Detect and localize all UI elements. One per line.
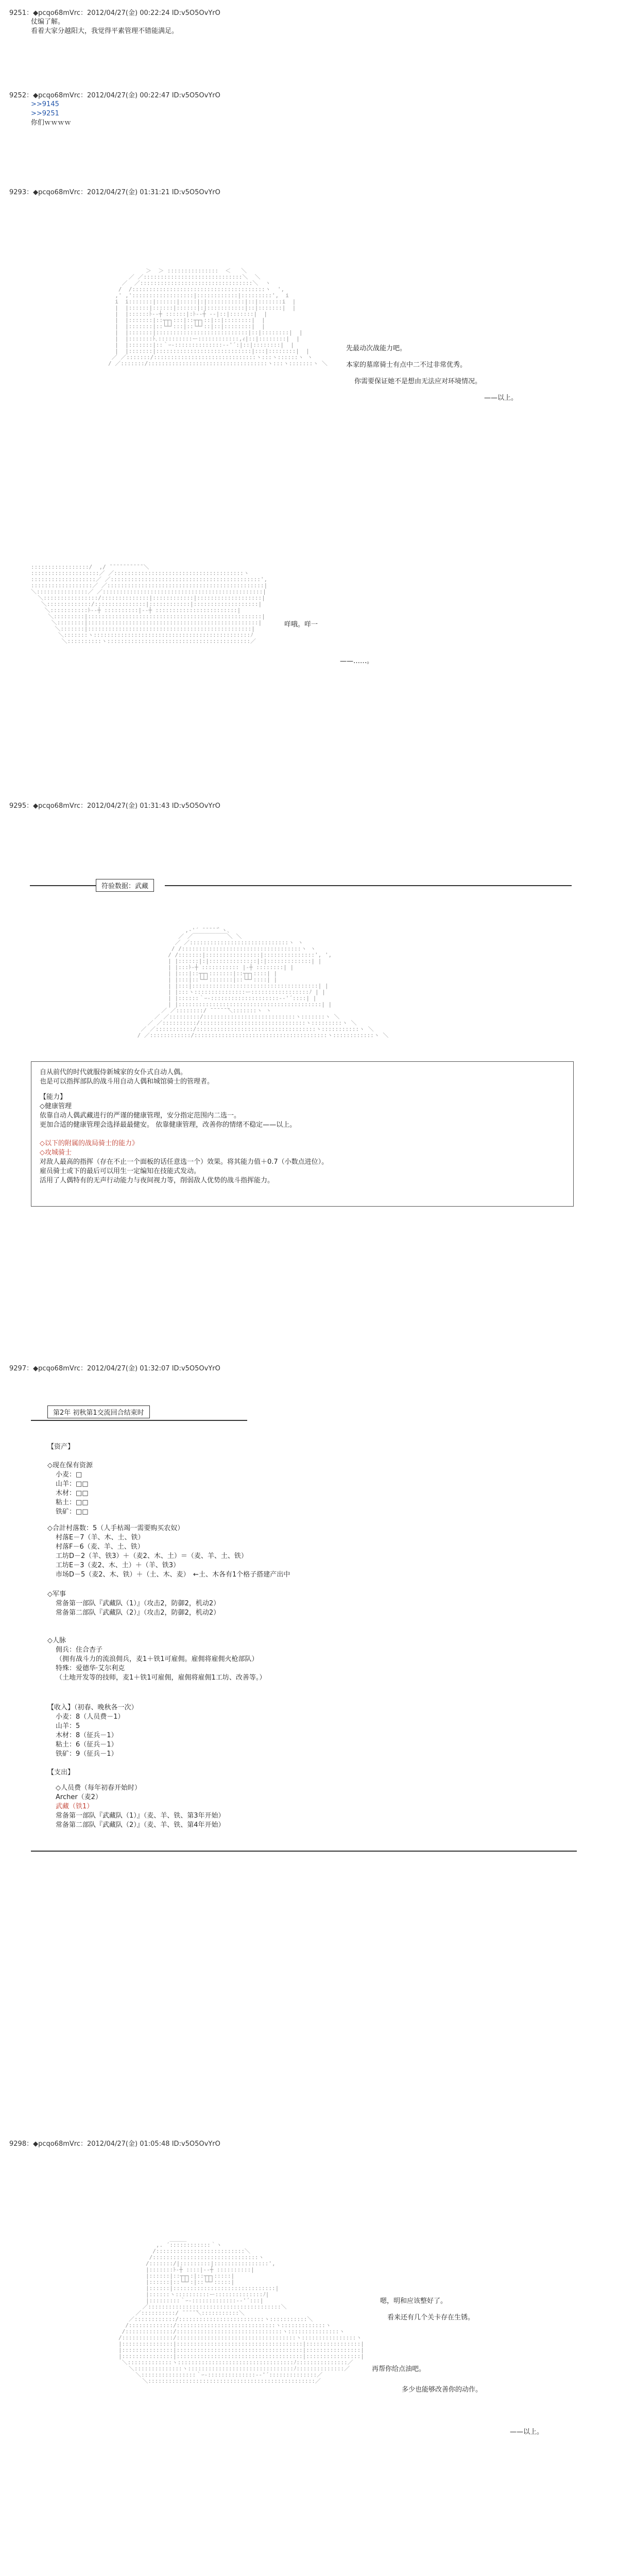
section-line: 铁矿：9（征兵－1）: [56, 1750, 118, 1758]
section-line: 粘土：□□: [56, 1499, 89, 1506]
post-header: 9297：◆pcqo68mVrc：2012/04/27(金) 01:32:07 ID:v5O5OvYrO: [9, 1365, 220, 1372]
dialog-line: ——……。: [340, 657, 374, 665]
ability-line: 依靠自动人偶武藏进行的严谨的健康管理，安分指定范围内二选一。: [40, 1112, 241, 1120]
section-line: 常备第二部队『武藏队（2）』（攻击2，防御2，机动2）: [56, 1609, 220, 1617]
dialog-line: 嗯，明和应该整好了。: [380, 2297, 448, 2305]
skill-line: 雇员骑士或下的最后可以用生一定编知在技能式发动。: [40, 1167, 201, 1175]
post-line: 仗编了解。: [31, 18, 65, 26]
section-line: 市场D－5（麦2、木、铁）＋（土、木、麦） ←土、木各有1个格子搭建产出中: [56, 1571, 290, 1579]
divider: [165, 885, 572, 886]
post-header: 9298：◆pcqo68mVrc：2012/04/27(金) 01:05:48 ID:v5O5OvYrO: [9, 2140, 220, 2148]
post-header: 9252：◆pcqo68mVrc：2012/04/27(金) 00:22:47 ID:v5O5OvYrO: [9, 92, 220, 99]
skill-sub: ◇攻城骑士: [40, 1149, 72, 1157]
section-title: ◇合計村落数：5（人手枯竭一需要购买农奴）: [47, 1524, 184, 1532]
description-box: [31, 1061, 574, 1207]
dialog-line: ——以上。: [510, 2428, 544, 2436]
section-line: （拥有战斗力的流浪佣兵，麦1＋铁1可雇佣。雇佣将雇佣火枪部队）: [56, 1655, 259, 1663]
ascii-art-figure: ＞ ＞ ::::::::::::::: ＜ ＼ ／ ／:::::::::::::::::::::::::::::＼ ＼ ／ ／:::::::::::::::::::::::::::::::::＼ ヽ / /:::::::::::::::::::::::::::::::::::::::ヽ ', ,' ,'::::::::::::::::::|::::::::::::|:::::::::', i i i:::::::|::::::|:::::|:|:::::::::::|::|:::::::i | | |::::::|::::::|::::::|:|:::::::::::|::|:::::::| | | |::::::ﾄ-‐┼ ::::::|:ﾄ-‐┼ ‐-|::|:::::::| | | |:::::::|::┬┬┐:::|::┬┬┐::|::|::::::::| | | |:::::::|::└┴┘:::|::└┴┘::|::|::::::::| | | |:::::::|:::::::::::::::::::::::::::|::|::::::::| | | |:::::::ﾄ､::::::::::ー::::::::::::,ｨ|::|::::::::| | | |:::::::|::｀ｰ-::::::::::::::-‐'´:|::|::::::::| | | |:::::::|::::::::::::::::::::::::::::|:::|::::::::| | ／ ／:::::::/::::::::::::::::::::::::::::::ヽ:::ヽ::::::ヽ ヽ / ／:::::::/:::::::::::::::::::::::::::::::::::ヽ:::ヽ:::::::ヽ ＼: [108, 267, 328, 367]
section-line: （土地开发等的技师，麦1＋铁1可雇佣，雇佣将雇佣1工坊、改善等。）: [56, 1674, 266, 1682]
divider: [31, 1420, 247, 1421]
section-title: ◇军事: [47, 1590, 66, 1598]
post-line: 看着大家分越阳大，我觉得平素管理不错能满足。: [31, 27, 179, 35]
section-line: 小麦：8（人员费－1）: [56, 1713, 125, 1721]
section-title: 【支出】: [47, 1769, 75, 1776]
ability-line: 更加合适的健康管理会选择最最健安。 依靠健康管理，改善你的情绪不稳定——以上。: [40, 1121, 297, 1129]
dialog-line: 再帮你给点油吧。: [372, 2365, 426, 2373]
divider: [31, 1851, 577, 1852]
section-tab: 符验数据：武藏: [96, 879, 154, 892]
section-line: 武藏（铁1）: [56, 1803, 94, 1810]
ability-line: ◇健康管理: [40, 1103, 72, 1110]
section-line: 特殊：爱德华·艾尔利克: [56, 1665, 125, 1672]
section-line: 山羊：□□: [56, 1480, 89, 1488]
section-line: 村落F－6（麦、羊、土、铁）: [56, 1543, 144, 1551]
dialog-line: 咩哦。咩一: [284, 621, 318, 629]
desc-line: 也是可以指挥部队的战斗用自动人偶和城馆骑士的管理者。: [40, 1078, 214, 1086]
section-line: 粘土：6（征兵－1）: [56, 1741, 118, 1749]
section-line: 工坊D－2（羊、铁3）＋（麦2、木、土）＝（麦、羊、土、铁）: [56, 1552, 248, 1560]
dialog-line: 先最动次战能力吧。: [346, 345, 407, 352]
divider: [30, 885, 96, 886]
section-title: 【资产】: [47, 1443, 75, 1451]
dialog-line: 你需要保证她不是想由无法应对环境情况。: [354, 378, 482, 385]
post-header: 9251：◆pcqo68mVrc：2012/04/27(金) 00:22:24 ID:v5O5OvYrO: [9, 9, 220, 17]
ascii-art-figure: :::::::::::::::::/ ,/ ̄ ̄ ̄ ̄ ̄ ̄ ̄ ̄ ̄ ̄ ＼ ::::::::::::::::::::／ ／::::::::::::::::::::::::::::::::::::::ヽ :::::::::::::::::::／ ／::::::::::::::::::::::::::::::::::::::::::::', ::::::::::::::::::／ ／::::::::::::::::::::::::::::::::::::::::::::::| ＼:::::::::::::::／ ／:::::::::::::::::::::::::::::::::::::::::::::::| ＼::::::::::::::::/::::::::::::::|::::::::::::|:::::::::::::::::::| ＼:::::::::::::/:::::::::::::::|::::::::::::|:::::::::::::::::::| ＼:::::::::::ﾄ-‐┼ ::::::::::|-‐┼ ::::::::::::::::::::::::| ＼:::::::::|:::::::::::::::::::::::::::::::::::::::::::::::::::| ＼::::::::|::::::::::::::::::::::::::::::::::::::::::::::::::| ＼:::::::|::::::::::::::::::::::::::::::::::::::::::::::::| ＼:::::::ヽ::::::::::::::::::::::::::::::::::::::::::::::ﾉ ＼::::::::::ヽ::::::::::::::::::::::::::::::::::::::::::／: [31, 564, 268, 645]
section-line: 村落E－7（羊、木、土、铁）: [56, 1534, 145, 1541]
section-title: 【收入】（初春、晚秋各一次）: [47, 1704, 138, 1711]
reply-link[interactable]: >>9251: [31, 110, 59, 117]
section-line: 铁矿：□□: [56, 1508, 89, 1516]
skill-line: 对敌人最高的指挥（存在不止一个面板的话任意选一个）效果。将其能力值＋0.7（小数点进位）。: [40, 1158, 329, 1166]
desc-line: 自从前代的时代就服侍新城家的女仆式自动人偶。: [40, 1069, 187, 1076]
section-line: 常备第一部队『武藏队（1）』（麦、羊、铁、第3年开始）: [56, 1812, 225, 1820]
dialog-line: 本家的墓席骑士有点中二不过非常优秀。: [346, 361, 467, 369]
reply-link[interactable]: >>9145: [31, 100, 59, 108]
section-line: 工坊E－3（麦2、木、土）＋（羊、铁3）: [56, 1562, 180, 1569]
section-line: 佣兵：住合杏子: [56, 1646, 103, 1654]
dialog-line: 多少也能够改善你的动作。: [402, 2386, 483, 2394]
section-line: 常备第一部队『武藏队（1）』（攻击2，防御2，机动2）: [56, 1600, 220, 1607]
section-line: Archer（麦2）: [56, 1793, 102, 1801]
section-line: 常备第二部队『武藏队（2）』（麦、羊、铁、第4年开始）: [56, 1821, 225, 1829]
post-header: 9293：◆pcqo68mVrc：2012/04/27(金) 01:31:21 ID:v5O5OvYrO: [9, 189, 220, 196]
section-line: 小麦：□: [56, 1471, 82, 1479]
section-title: ◇人脉: [47, 1637, 66, 1645]
ability-title: 【能力】: [40, 1093, 67, 1101]
section-line: 木材：8（征兵－1）: [56, 1732, 118, 1739]
section-title: ◇现在保有资源: [47, 1462, 93, 1469]
section-tab: 第2年 初秋第1交流回合结束时: [47, 1405, 150, 1418]
dialog-line: 看来还有几个关卡存在生锈。: [387, 2314, 475, 2321]
section-line: ◇人员费（每年初春开始时）: [56, 1784, 141, 1792]
skill-title: ◇以下的附属的战局骑士的能力》: [40, 1140, 139, 1147]
post-line: 你们ｗｗｗｗ: [31, 119, 72, 127]
dialog-line: ——以上。: [484, 394, 518, 402]
skill-line: 活用了人偶特有的无声行动能力与夜间视力等，削弱敌人优势的战斗指挥能力。: [40, 1177, 274, 1184]
post-header: 9295：◆pcqo68mVrc：2012/04/27(金) 01:31:43 ID:v5O5OvYrO: [9, 802, 220, 810]
section-line: 山羊：5: [56, 1722, 80, 1730]
ascii-art-figure: ＿＿＿ ,. ´::::::::::::｀ヽ /::::::::::::::::::::::::::＼ /:::::::::::::::::::::::::::::::ヽ /:::::::/|:::::::::|::::::::::::::::', |:::::::ﾄ‐┼ ::::|-‐┼ ::::::::::| |::::::|::┬┬┐:|::┬┬┐:::::| |::::::|::└┴┘:|::└┴┘:::::| |::::::|::::::::::::::::::::::::::::::| |::::::ヽ::::::::::ー::::::::::::::ﾉ| |:::::::::｀ｰ-:::::::::::::-‐'´:::| ／:::::::::::::::::::::::::::::::::::::::＼ ／::::::::::/ ̄ ̄ ̄ ̄ ̄＼:::::::::::＼ ／::::::::::::/:::::::::::::::::::::::::ヽ:::::::::::＼ /:::::::::::::/:::::::::::::::::::::::::::::ヽ:::::::::::::ヽ /::::::::::::::/:::::::::::::::::::::::::::::::ヽ:::::::::::::::ヽ /:::::::::::::::/:::::::::::::::::::::::::::::::::::ヽ::::::::::::::::ヽ |:::::::::::::::|:::::::::::::::::::::::::::::::::::::|::::::::::::::::| |:::::::::::::::|:::::::::::::::::::::::::::::::::::::|::::::::::::::::| |:::::::::::::::|:::::::::::::::::::::::::::::::::::::|::::::::::::::::| ＼:::::::::::::ヽ::::::::::::::::::::::::::::::::::ﾉ:::::::::::::::／ ＼::::::::::::::ヽ:::::::::::::::::::::::::::::::ﾉ::::::::::::::／ ＼::::::::::::::::｀ｰ-::::::::::::::-‐'´::::::::::::::／ ＼:::::::::::::::::::::::::::::::::::::::::::::::::／: [118, 2235, 364, 2384]
ascii-art-figure: ,-'´ ̄ ̄ ̄ ̄ ̄｀ヽ､ ／ ／￣￣￣￣￣￣＼ ＼ ／ ／:::::::::::::::::::::::::::::ヽ ヽ / /:::::::::::::::::::::::::::::::::::ヽ ヽ / /:::::::|::::::::::::::::|:::::::::::::::', ', | |::::::|:|::::::::::::::|:|:::::::::::::| | | |:::ﾄ‐┼ ::::::::::: |‐┼ ::::::::| | | |:::|::┬┬┐:::::::|::┬┬┐::::| | | |:::|::└┴┘:::::::|::└┴┘::::| | | |:::|:::::::::::::::::::::::::::::::::::::| | | |:::ヽ:::::::::::::::ー:::::::::::::::::ﾉ | | | |::::::｀ｰ-::::::::::::::::::::-‐'´::::| | | |::::::::::::::::::::::::::::::::::::::::::| | ／ ／::::::::/ ̄ ̄ ̄ ̄ ̄ ̄＼:::::::ヽ ヽ ／ ／:::::::::/:::::::::::::::::::::::::::ヽ:::::::ヽ ＼ ／ ／::::::::::/:::::::::::::::::::::::::::::::ヽ:::::::::ヽ ＼ ／ ／:::::::::::/:::::::::::::::::::::::::::::::::::ヽ:::::::::::ヽ ＼ / ／::::::::::::/:::::::::::::::::::::::::::::::::::::::ヽ::::::::::::ヽ ＼: [137, 927, 389, 1039]
section-line: 木材：□□: [56, 1489, 89, 1497]
